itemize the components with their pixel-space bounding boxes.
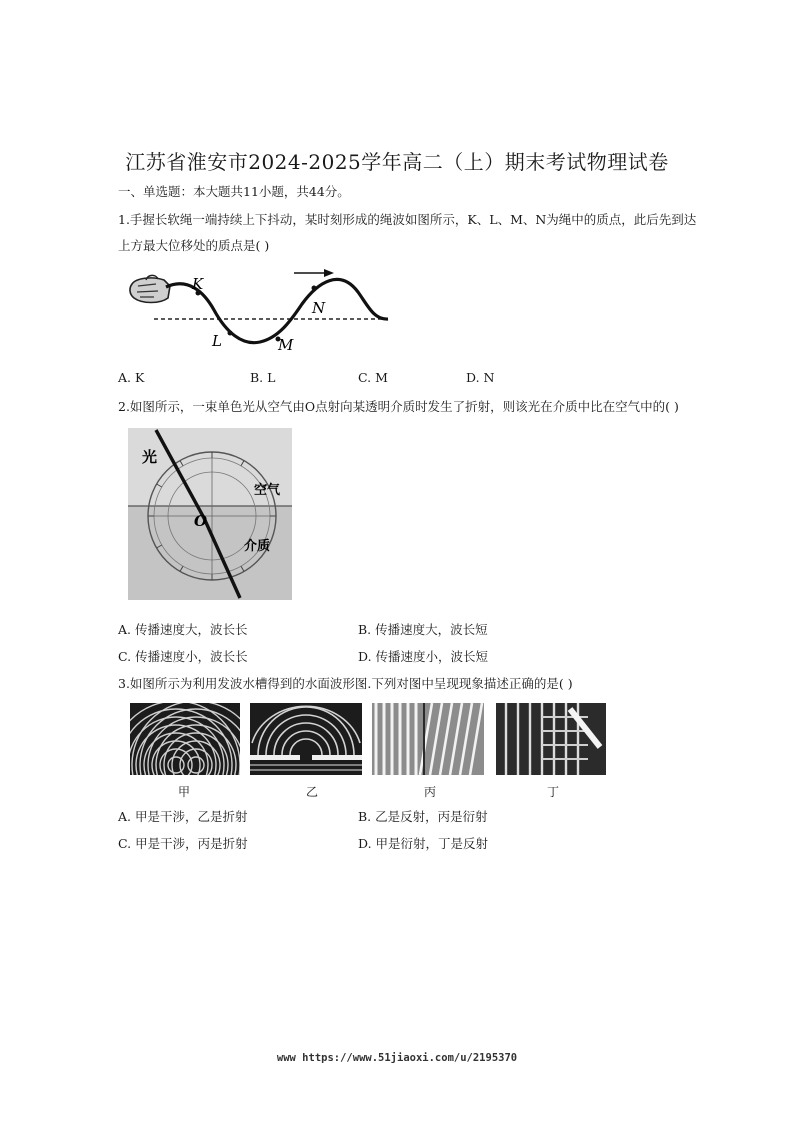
wave-panel-jia (130, 703, 240, 775)
arrow-right-icon (294, 269, 334, 277)
q1-stem-line2: 上方最大位移处的质点是( ) (118, 238, 270, 253)
q3-option-c[interactable]: C. 甲是干涉，丙是折射 (118, 836, 248, 851)
label-n: N (312, 299, 326, 317)
label-panel-bing: 丙 (424, 785, 437, 799)
wave-panel-ding (496, 703, 606, 775)
q2-refraction-figure (128, 428, 292, 600)
label-panel-jia: 甲 (178, 785, 191, 799)
q3-stem: 3.如图所示为利用发波水槽得到的水面波形图.下列对图中呈现现象描述正确的是( ) (118, 676, 573, 691)
protractor-disc (148, 452, 276, 580)
q1-stem-line1: 1.手握长软绳一端持续上下抖动，某时刻形成的绳波如图所示，K、L、M、N为绳中的质点，此后先到达 (118, 212, 697, 227)
wave-panel-yi (250, 703, 362, 775)
label-panel-yi: 乙 (306, 785, 319, 799)
q1-option-b[interactable]: B. L (250, 370, 276, 385)
q3-option-b[interactable]: B. 乙是反射，丙是衍射 (358, 809, 488, 824)
q3-option-a[interactable]: A. 甲是干涉，乙是折射 (118, 809, 248, 824)
q1-option-c[interactable]: C. M (358, 370, 388, 385)
label-l: L (212, 332, 222, 350)
q2-option-d[interactable]: D. 传播速度小，波长短 (358, 649, 489, 664)
wave-panel-bing (372, 703, 484, 775)
point-l (228, 331, 233, 336)
label-m: M (278, 336, 294, 354)
label-point-o: O (194, 512, 208, 530)
label-air: 空气 (254, 483, 281, 498)
point-n (312, 286, 317, 291)
q1-option-a[interactable]: A. K (118, 370, 145, 385)
label-k: K (192, 275, 204, 293)
label-panel-ding: 丁 (547, 785, 560, 799)
footer-url[interactable]: www https://www.51jiaoxi.com/u/2195370 (276, 1052, 518, 1064)
label-light: 光 (142, 448, 158, 466)
q2-option-c[interactable]: C. 传播速度小，波长长 (118, 649, 248, 664)
q2-stem: 2.如图所示，一束单色光从空气由O点射向某透明介质时发生了折射，则该光在介质中比在空气中的( ) (118, 399, 679, 414)
hand-icon (130, 275, 170, 302)
q2-option-a[interactable]: A. 传播速度大，波长长 (118, 622, 248, 637)
label-medium: 介质 (244, 539, 271, 554)
section-heading: 一、单选题：本大题共11小题，共44分。 (118, 184, 350, 199)
q1-rope-wave-figure (118, 262, 408, 354)
exam-title: 江苏省淮安市2024-2025学年高二（上）期末考试物理试卷 (125, 150, 669, 174)
q2-option-b[interactable]: B. 传播速度大，波长短 (358, 622, 488, 637)
q3-option-d[interactable]: D. 甲是衍射，丁是反射 (358, 836, 489, 851)
q1-option-d[interactable]: D. N (466, 370, 495, 385)
